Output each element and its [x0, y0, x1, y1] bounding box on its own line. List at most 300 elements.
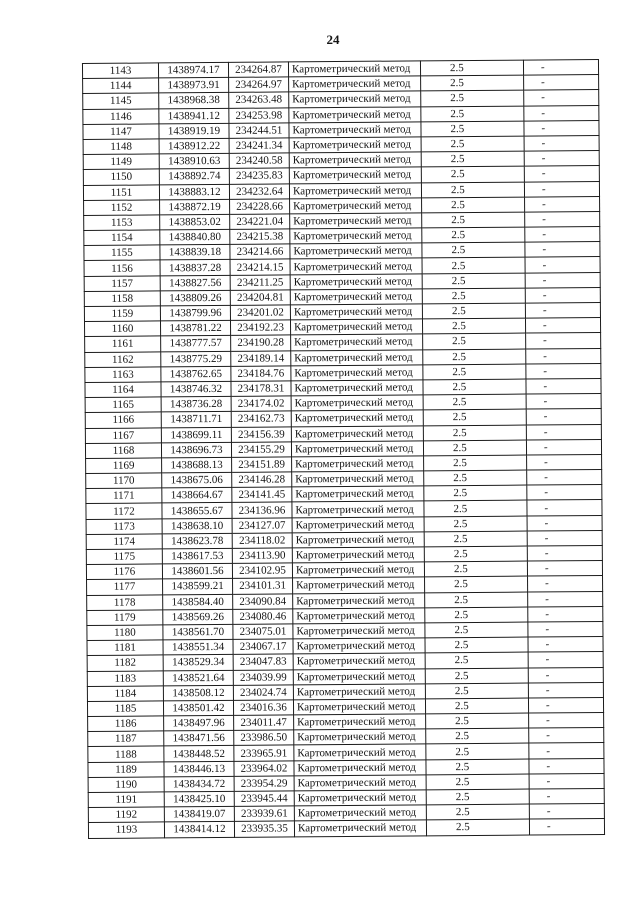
description-cell: -	[525, 196, 600, 212]
description-cell: -	[528, 682, 603, 698]
description-cell: -	[528, 621, 603, 637]
precision-cell: 2.5	[425, 698, 528, 714]
method-cell: Картометрический метод	[292, 562, 424, 578]
method-cell: Картометрический метод	[291, 410, 423, 426]
description-cell: -	[525, 272, 600, 288]
precision-cell: 2.5	[421, 90, 524, 106]
precision-cell: 2.5	[421, 136, 524, 152]
method-cell: Картометрический метод	[290, 228, 422, 244]
second-coordinate-cell: 234189.14	[231, 350, 291, 366]
point-number-cell: 1190	[88, 777, 164, 793]
precision-cell: 2.5	[426, 713, 529, 729]
point-number-cell: 1186	[88, 716, 164, 732]
method-cell: Картометрический метод	[290, 274, 422, 290]
method-cell: Картометрический метод	[294, 820, 426, 836]
first-coordinate-cell: 1438664.67	[162, 488, 232, 504]
first-coordinate-cell: 1438910.63	[159, 154, 229, 170]
description-cell: -	[529, 773, 604, 789]
description-cell: -	[524, 181, 599, 197]
second-coordinate-cell: 234016.36	[233, 700, 293, 716]
description-cell: -	[526, 378, 601, 394]
point-number-cell: 1179	[87, 610, 163, 626]
second-coordinate-cell: 234192.23	[230, 320, 290, 336]
second-coordinate-cell: 234155.29	[231, 442, 291, 458]
description-cell: -	[526, 333, 601, 349]
precision-cell: 2.5	[425, 607, 528, 623]
method-cell: Картометрический метод	[289, 152, 421, 168]
precision-cell: 2.5	[422, 303, 525, 319]
second-coordinate-cell: 233945.44	[234, 791, 294, 807]
description-cell: -	[525, 257, 600, 273]
first-coordinate-cell: 1438912.22	[159, 138, 229, 154]
point-number-cell: 1152	[84, 200, 160, 216]
method-cell: Картометрический метод	[292, 516, 424, 532]
point-number-cell: 1168	[85, 443, 161, 459]
first-coordinate-cell: 1438655.67	[162, 503, 232, 519]
first-coordinate-cell: 1438696.73	[161, 442, 231, 458]
description-cell: -	[524, 135, 599, 151]
second-coordinate-cell: 234136.96	[232, 502, 292, 518]
first-coordinate-cell: 1438775.29	[161, 351, 231, 367]
precision-cell: 2.5	[422, 288, 525, 304]
description-cell: -	[524, 90, 599, 106]
description-cell: -	[528, 667, 603, 683]
first-coordinate-cell: 1438529.34	[163, 655, 233, 671]
point-number-cell: 1164	[85, 382, 161, 398]
second-coordinate-cell: 234080.46	[233, 609, 293, 625]
method-cell: Картометрический метод	[294, 790, 426, 806]
method-cell: Картометрический метод	[289, 106, 421, 122]
first-coordinate-cell: 1438746.32	[161, 381, 231, 397]
method-cell: Картометрический метод	[290, 198, 422, 214]
first-coordinate-cell: 1438569.26	[163, 609, 233, 625]
description-cell: -	[524, 75, 599, 91]
first-coordinate-cell: 1438448.52	[164, 746, 234, 762]
description-cell: -	[524, 120, 599, 136]
point-number-cell: 1158	[84, 291, 160, 307]
method-cell: Картометрический метод	[288, 61, 420, 77]
point-number-cell: 1187	[88, 731, 164, 747]
second-coordinate-cell: 234075.01	[233, 624, 293, 640]
method-cell: Картометрический метод	[292, 501, 424, 517]
table-body	[82, 59, 604, 838]
second-coordinate-cell: 234253.98	[229, 107, 289, 123]
precision-cell: 2.5	[423, 333, 526, 349]
method-cell: Картометрический метод	[291, 441, 423, 457]
first-coordinate-cell: 1438941.12	[159, 108, 229, 124]
first-coordinate-cell: 1438837.28	[160, 260, 230, 276]
method-cell: Картометрический метод	[294, 805, 426, 821]
description-cell: -	[525, 287, 600, 303]
first-coordinate-cell: 1438638.10	[162, 518, 232, 534]
precision-cell: 2.5	[421, 121, 524, 137]
method-cell: Картометрический метод	[290, 213, 422, 229]
first-coordinate-cell: 1438561.70	[163, 624, 233, 640]
description-cell: -	[524, 166, 599, 182]
second-coordinate-cell: 234264.87	[228, 62, 288, 78]
point-number-cell: 1162	[85, 351, 161, 367]
second-coordinate-cell: 234156.39	[231, 426, 291, 442]
second-coordinate-cell: 234174.02	[231, 396, 291, 412]
second-coordinate-cell: 233986.50	[234, 730, 294, 746]
precision-cell: 2.5	[424, 531, 527, 547]
method-cell: Картометрический метод	[291, 425, 423, 441]
first-coordinate-cell: 1438974.17	[158, 62, 228, 78]
precision-cell: 2.5	[425, 637, 528, 653]
description-cell: -	[524, 105, 599, 121]
first-coordinate-cell: 1438508.12	[163, 685, 233, 701]
method-cell: Картометрический метод	[292, 547, 424, 563]
description-cell: -	[527, 561, 602, 577]
precision-cell: 2.5	[424, 485, 527, 501]
second-coordinate-cell: 233939.61	[234, 806, 294, 822]
precision-cell: 2.5	[422, 197, 525, 213]
first-coordinate-cell: 1438827.56	[160, 275, 230, 291]
method-cell: Картометрический метод	[291, 349, 423, 365]
point-number-cell: 1159	[84, 306, 160, 322]
method-cell: Картометрический метод	[292, 532, 424, 548]
first-coordinate-cell: 1438777.57	[161, 336, 231, 352]
description-cell: -	[529, 788, 604, 804]
point-number-cell: 1146	[83, 109, 159, 125]
description-cell: -	[526, 363, 601, 379]
second-coordinate-cell: 234204.81	[230, 290, 290, 306]
second-coordinate-cell: 234151.89	[232, 457, 292, 473]
second-coordinate-cell: 234221.04	[230, 214, 290, 230]
method-cell: Картометрический метод	[291, 334, 423, 350]
precision-cell: 2.5	[423, 394, 526, 410]
precision-cell: 2.5	[422, 258, 525, 274]
method-cell: Картометрический метод	[294, 744, 426, 760]
description-cell: -	[525, 302, 600, 318]
description-cell: -	[528, 591, 603, 607]
method-cell: Картометрический метод	[292, 456, 424, 472]
first-coordinate-cell: 1438623.78	[162, 533, 232, 549]
method-cell: Картометрический метод	[289, 91, 421, 107]
coordinates-table	[82, 59, 605, 839]
precision-cell: 2.5	[421, 106, 524, 122]
point-number-cell: 1170	[86, 473, 162, 489]
precision-cell: 2.5	[423, 440, 526, 456]
second-coordinate-cell: 234047.83	[233, 654, 293, 670]
first-coordinate-cell: 1438414.12	[164, 822, 234, 838]
second-coordinate-cell: 234235.83	[229, 168, 289, 184]
first-coordinate-cell: 1438853.02	[160, 214, 230, 230]
point-number-cell: 1151	[83, 184, 159, 200]
precision-cell: 2.5	[425, 668, 528, 684]
precision-cell: 2.5	[424, 470, 527, 486]
point-number-cell: 1147	[83, 124, 159, 140]
method-cell: Картометрический метод	[290, 319, 422, 335]
method-cell: Картометрический метод	[290, 289, 422, 305]
method-cell: Картометрический метод	[290, 304, 422, 320]
second-coordinate-cell: 234232.64	[229, 183, 289, 199]
first-coordinate-cell: 1438601.56	[162, 564, 232, 580]
precision-cell: 2.5	[422, 242, 525, 258]
first-coordinate-cell: 1438883.12	[159, 184, 229, 200]
point-number-cell: 1153	[84, 215, 160, 231]
second-coordinate-cell: 234178.31	[231, 381, 291, 397]
description-cell: -	[524, 151, 599, 167]
point-number-cell: 1185	[87, 701, 163, 717]
method-cell: Картометрический метод	[289, 76, 421, 92]
table-row	[88, 819, 604, 838]
description-cell: -	[523, 59, 598, 75]
precision-cell: 2.5	[426, 789, 529, 805]
description-cell: -	[526, 409, 601, 425]
second-coordinate-cell: 234102.95	[232, 563, 292, 579]
description-cell: -	[526, 424, 601, 440]
point-number-cell: 1157	[84, 276, 160, 292]
second-coordinate-cell: 234101.31	[233, 578, 293, 594]
method-cell: Картометрический метод	[294, 775, 426, 791]
precision-cell: 2.5	[426, 759, 529, 775]
point-number-cell: 1193	[88, 822, 164, 838]
precision-cell: 2.5	[425, 592, 528, 608]
second-coordinate-cell: 234211.25	[230, 275, 290, 291]
method-cell: Картометрический метод	[289, 182, 421, 198]
first-coordinate-cell: 1438497.96	[164, 715, 234, 731]
precision-cell: 2.5	[425, 652, 528, 668]
point-number-cell: 1178	[87, 594, 163, 610]
point-number-cell: 1173	[86, 519, 162, 535]
first-coordinate-cell: 1438688.13	[162, 457, 232, 473]
description-cell: -	[528, 697, 603, 713]
point-number-cell: 1191	[88, 792, 164, 808]
second-coordinate-cell: 234118.02	[232, 533, 292, 549]
second-coordinate-cell: 234090.84	[233, 593, 293, 609]
method-cell: Картометрический метод	[290, 243, 422, 259]
point-number-cell: 1188	[88, 746, 164, 762]
first-coordinate-cell: 1438617.53	[162, 548, 232, 564]
point-number-cell: 1189	[88, 762, 164, 778]
method-cell: Картометрический метод	[292, 471, 424, 487]
point-number-cell: 1166	[85, 412, 161, 428]
first-coordinate-cell: 1438973.91	[159, 78, 229, 94]
second-coordinate-cell: 234214.15	[230, 259, 290, 275]
precision-cell: 2.5	[423, 379, 526, 395]
point-number-cell: 1182	[87, 655, 163, 671]
method-cell: Картометрический метод	[294, 729, 426, 745]
first-coordinate-cell: 1438446.13	[164, 761, 234, 777]
point-number-cell: 1192	[88, 807, 164, 823]
precision-cell: 2.5	[424, 561, 527, 577]
precision-cell: 2.5	[425, 576, 528, 592]
method-cell: Картометрический метод	[293, 623, 425, 639]
precision-cell: 2.5	[422, 227, 525, 243]
precision-cell: 2.5	[420, 60, 523, 76]
method-cell: Картометрический метод	[290, 258, 422, 274]
precision-cell: 2.5	[423, 425, 526, 441]
second-coordinate-cell: 233965.91	[234, 745, 294, 761]
description-cell: -	[527, 454, 602, 470]
point-number-cell: 1161	[85, 336, 161, 352]
description-cell: -	[527, 485, 602, 501]
second-coordinate-cell: 234162.73	[231, 411, 291, 427]
first-coordinate-cell: 1438968.38	[159, 93, 229, 109]
precision-cell: 2.5	[426, 774, 529, 790]
second-coordinate-cell: 233964.02	[234, 761, 294, 777]
point-number-cell: 1143	[82, 63, 158, 79]
description-cell: -	[529, 713, 604, 729]
method-cell: Картометрический метод	[294, 714, 426, 730]
point-number-cell: 1183	[87, 670, 163, 686]
description-cell: -	[527, 470, 602, 486]
precision-cell: 2.5	[422, 318, 525, 334]
first-coordinate-cell: 1438675.06	[162, 472, 232, 488]
point-number-cell: 1174	[86, 534, 162, 550]
second-coordinate-cell: 234127.07	[232, 518, 292, 534]
point-number-cell: 1177	[87, 579, 163, 595]
point-number-cell: 1176	[86, 564, 162, 580]
second-coordinate-cell: 233954.29	[234, 776, 294, 792]
description-cell: -	[527, 500, 602, 516]
precision-cell: 2.5	[424, 500, 527, 516]
second-coordinate-cell: 234263.48	[229, 92, 289, 108]
point-number-cell: 1160	[84, 321, 160, 337]
method-cell: Картометрический метод	[293, 653, 425, 669]
point-number-cell: 1172	[86, 503, 162, 519]
second-coordinate-cell: 234113.90	[232, 548, 292, 564]
precision-cell: 2.5	[421, 75, 524, 91]
description-cell: -	[528, 652, 603, 668]
method-cell: Картометрический метод	[293, 699, 425, 715]
point-number-cell: 1175	[86, 549, 162, 565]
first-coordinate-cell: 1438762.65	[161, 366, 231, 382]
first-coordinate-cell: 1438501.42	[163, 700, 233, 716]
precision-cell: 2.5	[424, 516, 527, 532]
second-coordinate-cell: 234141.45	[232, 487, 292, 503]
first-coordinate-cell: 1438919.19	[159, 123, 229, 139]
precision-cell: 2.5	[423, 349, 526, 365]
precision-cell: 2.5	[422, 212, 525, 228]
method-cell: Картометрический метод	[293, 684, 425, 700]
description-cell: -	[525, 318, 600, 334]
precision-cell: 2.5	[422, 273, 525, 289]
second-coordinate-cell: 234240.58	[229, 153, 289, 169]
precision-cell: 2.5	[423, 409, 526, 425]
point-number-cell: 1144	[83, 78, 159, 94]
second-coordinate-cell: 234184.76	[231, 366, 291, 382]
point-number-cell: 1181	[87, 640, 163, 656]
first-coordinate-cell: 1438521.64	[163, 670, 233, 686]
precision-cell: 2.5	[426, 819, 529, 835]
description-cell: -	[525, 242, 600, 258]
precision-cell: 2.5	[426, 743, 529, 759]
point-number-cell: 1169	[86, 458, 162, 474]
precision-cell: 2.5	[424, 546, 527, 562]
method-cell: Картометрический метод	[291, 380, 423, 396]
first-coordinate-cell: 1438799.96	[160, 305, 230, 321]
second-coordinate-cell: 234190.28	[231, 335, 291, 351]
point-number-cell: 1156	[84, 260, 160, 276]
description-cell: -	[525, 211, 600, 227]
method-cell: Картометрический метод	[289, 167, 421, 183]
second-coordinate-cell: 234011.47	[234, 715, 294, 731]
first-coordinate-cell: 1438892.74	[159, 169, 229, 185]
point-number-cell: 1155	[84, 245, 160, 261]
first-coordinate-cell: 1438839.18	[160, 245, 230, 261]
description-cell: -	[528, 606, 603, 622]
precision-cell: 2.5	[421, 182, 524, 198]
first-coordinate-cell: 1438425.10	[164, 791, 234, 807]
first-coordinate-cell: 1438434.72	[164, 776, 234, 792]
description-cell: -	[529, 819, 604, 835]
first-coordinate-cell: 1438551.34	[163, 639, 233, 655]
second-coordinate-cell: 233935.35	[234, 821, 294, 837]
description-cell: -	[528, 637, 603, 653]
first-coordinate-cell: 1438599.21	[163, 579, 233, 595]
method-cell: Картометрический метод	[289, 137, 421, 153]
point-number-cell: 1171	[86, 488, 162, 504]
description-cell: -	[527, 545, 602, 561]
method-cell: Картометрический метод	[293, 638, 425, 654]
second-coordinate-cell: 234214.66	[230, 244, 290, 260]
description-cell: -	[527, 530, 602, 546]
second-coordinate-cell: 234241.34	[229, 138, 289, 154]
point-number-cell: 1163	[85, 367, 161, 383]
first-coordinate-cell: 1438781.22	[160, 321, 230, 337]
description-cell: -	[529, 728, 604, 744]
second-coordinate-cell: 234024.74	[233, 685, 293, 701]
method-cell: Картометрический метод	[293, 608, 425, 624]
description-cell: -	[529, 804, 604, 820]
description-cell: -	[529, 758, 604, 774]
precision-cell: 2.5	[426, 804, 529, 820]
point-number-cell: 1150	[83, 169, 159, 185]
method-cell: Картометрический метод	[293, 577, 425, 593]
point-number-cell: 1149	[83, 154, 159, 170]
second-coordinate-cell: 234264.97	[229, 77, 289, 93]
point-number-cell: 1148	[83, 139, 159, 155]
second-coordinate-cell: 234146.28	[232, 472, 292, 488]
description-cell: -	[526, 348, 601, 364]
description-cell: -	[525, 227, 600, 243]
second-coordinate-cell: 234228.66	[230, 199, 290, 215]
point-number-cell: 1145	[83, 93, 159, 109]
first-coordinate-cell: 1438699.11	[161, 427, 231, 443]
first-coordinate-cell: 1438584.40	[163, 594, 233, 610]
first-coordinate-cell: 1438840.80	[160, 229, 230, 245]
first-coordinate-cell: 1438809.26	[160, 290, 230, 306]
precision-cell: 2.5	[421, 166, 524, 182]
first-coordinate-cell: 1438419.07	[164, 807, 234, 823]
method-cell: Картометрический метод	[292, 486, 424, 502]
point-number-cell: 1167	[85, 427, 161, 443]
first-coordinate-cell: 1438711.71	[161, 412, 231, 428]
first-coordinate-cell: 1438872.19	[160, 199, 230, 215]
method-cell: Картометрический метод	[293, 592, 425, 608]
point-number-cell: 1184	[87, 686, 163, 702]
second-coordinate-cell: 234215.38	[230, 229, 290, 245]
precision-cell: 2.5	[426, 728, 529, 744]
description-cell: -	[526, 439, 601, 455]
first-coordinate-cell: 1438471.56	[164, 731, 234, 747]
second-coordinate-cell: 234244.51	[229, 123, 289, 139]
precision-cell: 2.5	[421, 151, 524, 167]
description-cell: -	[527, 515, 602, 531]
description-cell: -	[526, 394, 601, 410]
point-number-cell: 1165	[85, 397, 161, 413]
precision-cell: 2.5	[425, 683, 528, 699]
point-number-cell: 1180	[87, 625, 163, 641]
second-coordinate-cell: 234039.99	[233, 669, 293, 685]
point-number-cell: 1154	[84, 230, 160, 246]
page-number: 24	[326, 32, 340, 47]
method-cell: Картометрический метод	[289, 122, 421, 138]
second-coordinate-cell: 234201.02	[230, 305, 290, 321]
description-cell: -	[529, 743, 604, 759]
